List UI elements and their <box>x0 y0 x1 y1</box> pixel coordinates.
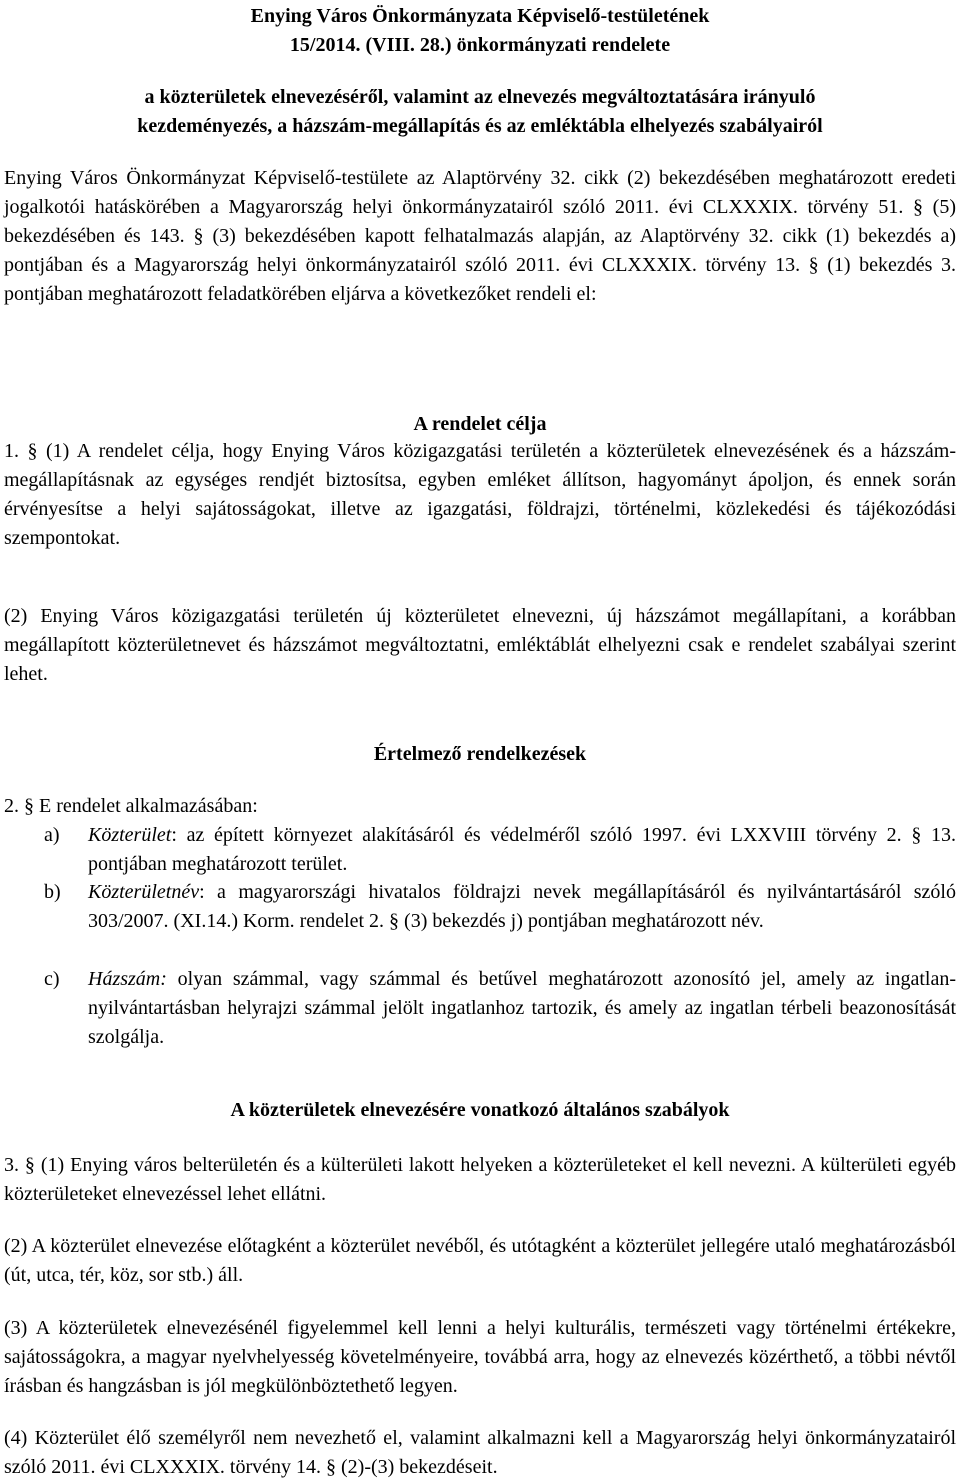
definition-term: Házszám: <box>88 968 167 990</box>
preamble: Enying Város Önkormányzat Képviselő-testülete az Alaptörvény 32. cikk (2) bekezdésében meghatározott eredeti jogalkotói hatáskörében a Magyarország helyi önkormányzatairól szóló 2011. évi CLXXXIX. törvény 51. § (5) bekezdésében és 143. § (3) bekezdésében kapott felhatalmazás alapján, az Alaptörvény 32. cikk (1) bekezdés a) pontjában és a Magyarország helyi önkormányzatairól szóló 2011. évi CLXXXIX. törvény 13. § (1) bekezdés 3. pontjában meghatározott feladatkörében eljárva a következőket rendeli el: <box>4 167 956 305</box>
paragraph-3-2: (2) A közterület elnevezése előtagként a közterület nevéből, és utótagként a közterület jellegére utaló meghatározásból (út, utca, tér, köz, sor stb.) áll. <box>4 1235 956 1286</box>
paragraph-1-2: (2) Enying Város közigazgatási területén új közterületet elnevezni, új házszámot megállapítani, a korábban megállapított közterületnevet és házszámot megváltoztatni, emléktáblát elhelyezni csak e rendelet szabályai szerint lehet. <box>4 605 956 685</box>
section-heading-purpose: A rendelet célja <box>413 413 547 435</box>
paragraph-2-intro: 2. § E rendelet alkalmazásában: <box>4 795 258 817</box>
definition-label: c) <box>44 968 60 990</box>
definition-item-a <box>44 821 956 879</box>
definition-item-c <box>44 965 956 1052</box>
paragraph-3-4: (4) Közterület élő személyről nem nevezhető el, valamint alkalmazni kell a Magyarország helyi önkormányzatairól szóló 2011. évi CLXXXIX. törvény 14. § (2)-(3) bekezdéseit. <box>4 1427 956 1478</box>
title-line-4: kezdeményezés, a házszám-megállapítás és az emléktábla elhelyezés szabályairól <box>137 115 823 137</box>
title-line-1: Enying Város Önkormányzata Képviselő-testületének <box>250 5 710 27</box>
title-line-2: 15/2014. (VIII. 28.) önkormányzati rendelete <box>289 34 671 56</box>
section-heading-general-rules: A közterületek elnevezésére vonatkozó általános szabályok <box>230 1099 730 1121</box>
definition-label: b) <box>44 881 61 903</box>
section-heading-definitions: Értelmező rendelkezések <box>373 743 587 765</box>
definition-term: Közterületnév <box>88 881 200 903</box>
definition-item-b <box>44 878 956 936</box>
definition-text: olyan számmal, vagy számmal és betűvel meghatározott azonosító jel, amely az ingatlan-nyilvántartásban helyrajzi számmal jelölt ingatlanhoz tartozik, és amely az ingatlan térbeli beazonosítását szolgálja. <box>88 968 956 1048</box>
paragraph-1-1: 1. § (1) A rendelet célja, hogy Enying Város közigazgatási területén a közterületek elnevezésének és a házszám-megállapításnak az egységes rendjét biztosítsa, egyben emléket állítson, hagyományt ápoljon, és ennek során érvényesítse a helyi sajátosságokat, illetve az igazgatási, földrajzi, történelmi, közlekedési és tájékozódási szempontokat. <box>4 440 956 549</box>
paragraph-3-1: 3. § (1) Enying város belterületén és a külterületi lakott helyeken a közterületeket el kell nevezni. A külterületi egyéb közterületeket elnevezéssel lehet ellátni. <box>4 1154 956 1205</box>
definition-text: : a magyarországi hivatalos földrajzi nevek megállapításáról és nyilvántartásáról szóló 303/2007. (XI.14.) Korm. rendelet 2. § (3) bekezdés j) pontjában meghatározott név. <box>88 881 956 932</box>
definition-term: Közterület <box>88 824 172 846</box>
definition-text: : az épített környezet alakításáról és védelméről szóló 1997. évi LXXVIII törvény 2. § 13. pontjában meghatározott terület. <box>88 824 956 875</box>
definition-label: a) <box>44 824 60 846</box>
paragraph-3-3: (3) A közterületek elnevezésénél figyelemmel kell lenni a helyi kulturális, természeti vagy történelmi értékekre, sajátosságokra, a magyar nyelvhelyesség követelményeire, továbbá arra, hogy az elnevezés közérthető, a többi névtől írásban és hangzásban is jól megkülönböztethető legyen. <box>4 1317 956 1397</box>
title-line-3: a közterületek elnevezéséről, valamint az elnevezés megváltoztatására irányuló <box>144 86 816 108</box>
